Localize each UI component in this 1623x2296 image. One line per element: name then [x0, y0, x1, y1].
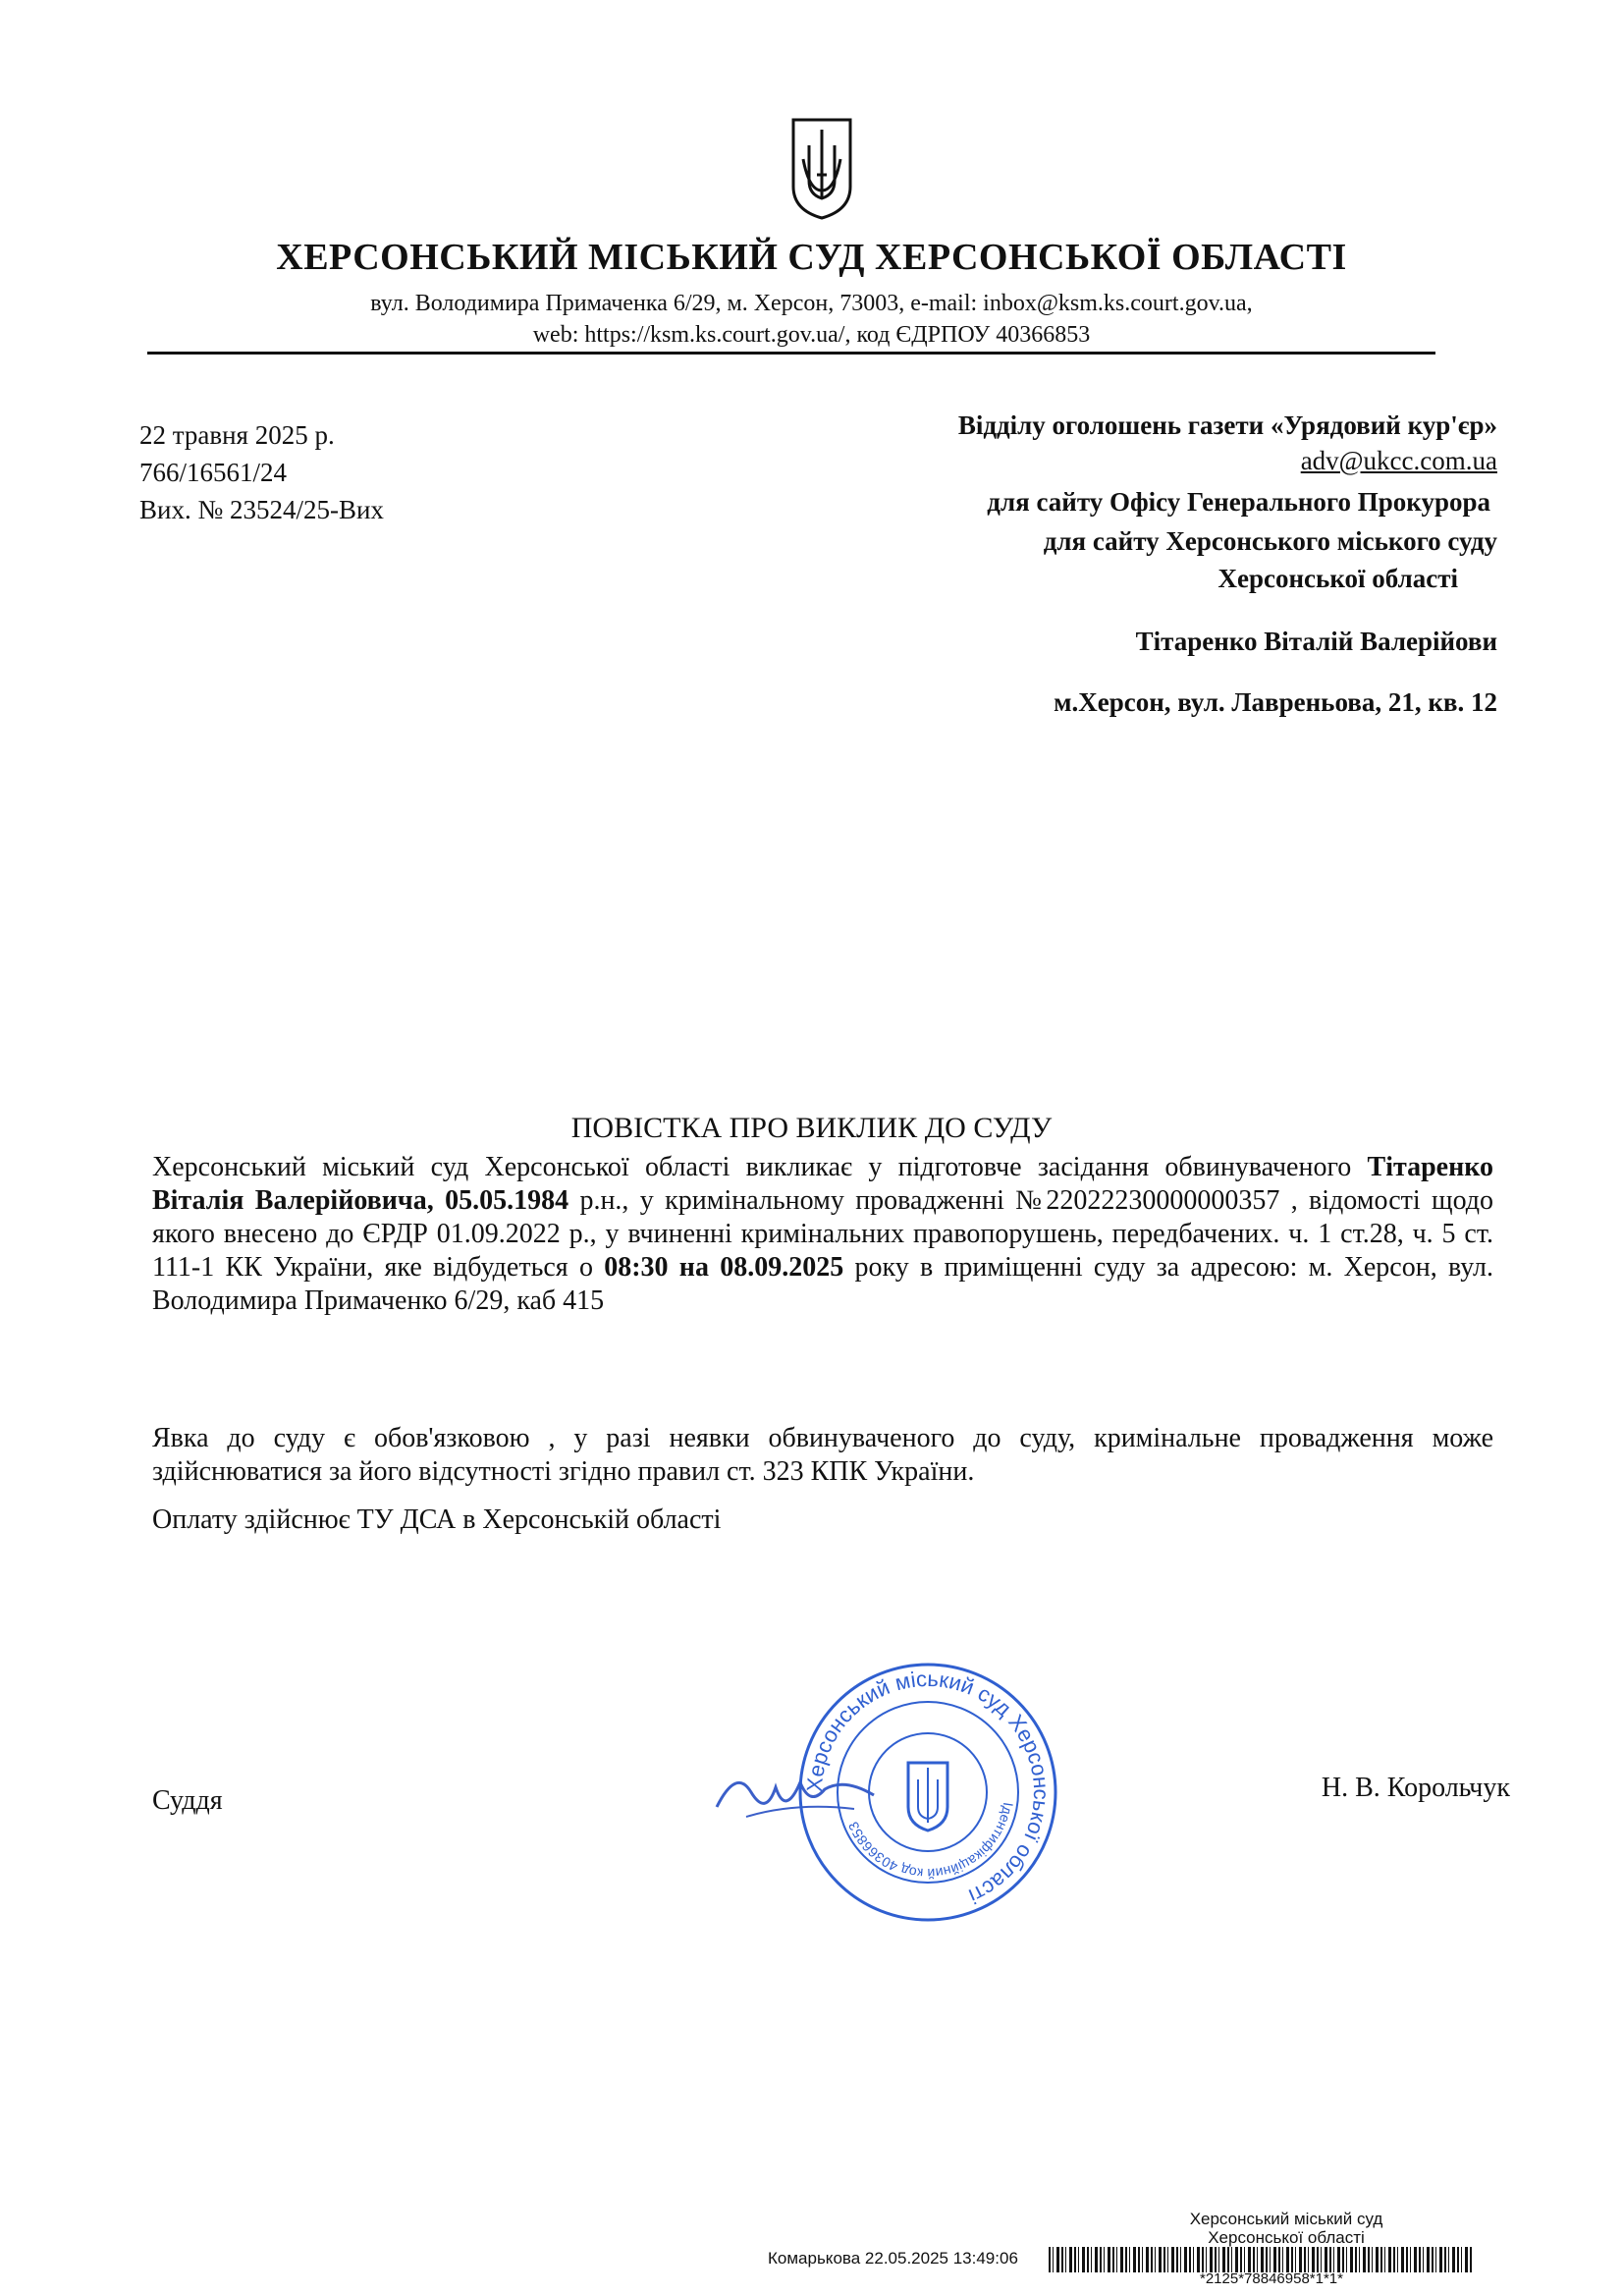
recipient-person: Тітаренко Віталій Валерійови: [1135, 627, 1497, 656]
summons-text-gap: [434, 1185, 445, 1216]
summons-text-intro: Херсонський міський суд Херсонської області викликає у підготовче засідання обвинуваченого: [152, 1152, 1368, 1182]
footer-org-line2: Херсонської області: [1208, 2228, 1365, 2247]
recipient-newspaper: Відділу оголошень газети «Урядовий кур'єр»: [957, 410, 1497, 440]
defendant-dob: 05.05.1984: [445, 1185, 569, 1216]
registration-barcode: [1049, 2247, 1473, 2272]
stamp-inner-text: Ідентифікаційний код 40366853: [844, 1801, 1017, 1883]
hearing-datetime: 08:30 на 08.09.2025: [604, 1252, 844, 1283]
court-address: вул. Володимира Примаченка 6/29, м. Херсон, 73003, e-mail: inbox@ksm.ks.court.gov.ua,: [370, 291, 1253, 316]
recipient-court-site: для сайту Херсонського міського суду: [1043, 526, 1497, 556]
letter-date: 22 травня 2025 р.: [139, 420, 335, 450]
case-number: 766/16561/24: [139, 458, 288, 487]
summons-title: ПОВІСТКА ПРО ВИКЛИК ДО СУДУ: [570, 1112, 1053, 1144]
judge-name: Н. В. Корольчук: [1321, 1773, 1510, 1803]
payment-note: Оплату здійснює ТУ ДСА в Херсонській області: [152, 1504, 722, 1535]
summons-text-location: року в приміщенні суду за адресою: м. Херсон, вул. Володимира Примаченко 6/29, каб 415: [152, 1252, 1493, 1316]
summons-text-case: р.н., у кримінальному провадженні №22022230000000357 , відомості щодо якого внесено до ЄРДР 01.09.2022 р., у вчиненні кримінальних правопорушень, передбачених. ч. 1 ст.28, ч. 5 ст. 111-1 КК України, яке відбудеться о: [152, 1185, 1494, 1283]
summons-paragraph: [152, 1151, 1493, 1318]
recipient-court-region: Херсонської області: [1217, 564, 1458, 593]
court-name: ХЕРСОНСЬКИЙ МІСЬКИЙ СУД ХЕРСОНСЬКОЇ ОБЛАСТІ: [276, 237, 1347, 278]
defendant-name: Тітаренко Віталія Валерійовича,: [152, 1152, 1493, 1216]
recipient-address: м.Херсон, вул. Лавреньова, 21, кв. 12: [1054, 687, 1497, 717]
svg-text:Ідентифікаційний код 40366853: [845, 1801, 1017, 1882]
outgoing-number: Вих. № 23524/25-Вих: [139, 495, 384, 524]
registration-code: *2125*78846958*1*1*: [1200, 2270, 1343, 2287]
coat-of-arms-icon: [789, 116, 854, 222]
stamp-outer-text: Херсонський міський суд Херсонської області: [801, 1666, 1055, 1909]
judge-role: Суддя: [152, 1785, 223, 1816]
header-divider: [147, 352, 1435, 355]
recipient-prosecutor-site: для сайту Офісу Генерального Прокурора: [987, 487, 1490, 517]
registration-operator: Комарькова 22.05.2025 13:49:06: [768, 2249, 1018, 2268]
court-seal-stamp: [795, 1660, 1060, 1925]
footer-org-line1: Херсонський міський суд: [1189, 2210, 1383, 2228]
attendance-notice: Явка до суду є обов'язковою , у разі неявки обвинуваченого до суду, кримінальне провадження може здійснюватися за його відсутності згідно правил ст. 323 КПК України.: [152, 1423, 1493, 1487]
recipient-email-link[interactable]: adv@ukcc.com.ua: [1300, 446, 1497, 475]
court-web: web: https://ksm.ks.court.gov.ua/, код ЄДРПОУ 40366853: [532, 322, 1091, 348]
